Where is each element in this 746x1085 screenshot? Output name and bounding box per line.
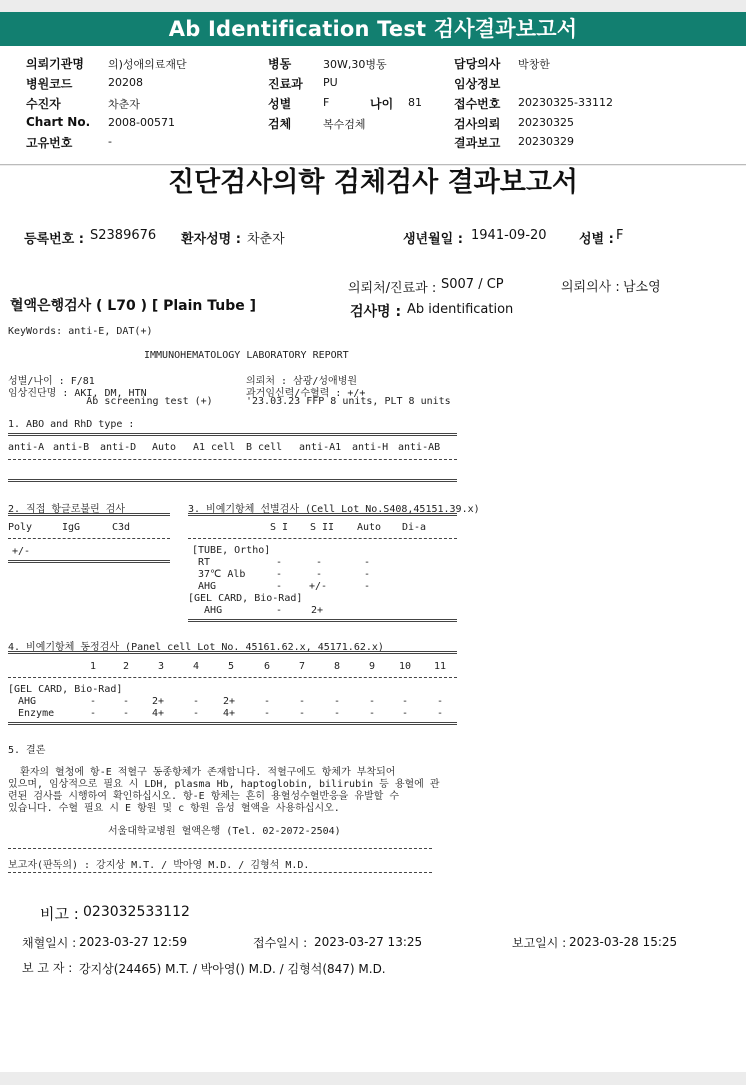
header-value: 20230329 xyxy=(518,135,574,148)
dat-col: Poly xyxy=(8,522,33,533)
lab-report-title: IMMUNOHEMATOLOGY LABORATORY REPORT xyxy=(144,350,349,361)
screen-cell: - xyxy=(364,557,371,568)
header-label: 검사의뢰 xyxy=(454,117,501,131)
reg-no-label: 등록번호 : xyxy=(24,232,84,247)
header-label: 접수번호 xyxy=(454,97,501,111)
header-label: 의뢰기관명 xyxy=(26,57,84,71)
abo-col: B cell xyxy=(246,442,283,453)
header-value: 차춘자 xyxy=(108,98,140,111)
info-right-line: '23.03.23 FFP 8 units, PLT 8 units xyxy=(246,396,451,407)
screen-cell: - xyxy=(276,569,283,580)
dashed-rule xyxy=(8,459,457,460)
conclusion-line: 있으며, 임상적으로 필요 시 LDH, plasma Hb, haptoglobin, bilirubin 등 용혈에 관 xyxy=(8,779,440,790)
remark-label: 비고 : xyxy=(40,905,79,923)
double-rule xyxy=(8,651,457,654)
info-right-line: 과거임신력/수혈력 : +/+ xyxy=(246,388,366,399)
doctor-value: 남소영 xyxy=(623,280,661,295)
dat-result: +/- xyxy=(12,546,31,557)
abo-col: anti-A xyxy=(8,442,45,453)
screen-cell: 2+ xyxy=(311,605,324,616)
collect-value: 2023-03-27 12:59 xyxy=(79,935,188,949)
header-label: 임상정보 xyxy=(454,77,501,91)
header-label: 수진자 xyxy=(26,97,61,111)
header-label: 병원코드 xyxy=(26,77,73,91)
dashed-rule xyxy=(8,872,432,873)
abo-col: anti-D xyxy=(100,442,137,453)
screen-cell: - xyxy=(364,581,371,592)
panel-col: 1 xyxy=(90,661,97,672)
reg-no-value: S2389676 xyxy=(90,228,157,243)
test-group: 혈액은행검사 ( L70 ) [ Plain Tube ] xyxy=(10,298,257,314)
panel-row-name: AHG xyxy=(18,696,37,707)
footer-reporter-value: 강지상(24465) M.T. / 박아영() M.D. / 김형석(847) M.D. xyxy=(79,962,386,976)
info-left-line: 성별/나이 : F/81 xyxy=(8,376,95,387)
patient-name-value: 차춘자 xyxy=(247,232,285,247)
abo-col: anti-A1 xyxy=(299,442,342,453)
double-rule xyxy=(8,722,457,725)
header-label: 진료과 xyxy=(268,77,303,91)
panel-cell: - xyxy=(334,708,341,719)
info-left-line: Ab screening test (+) xyxy=(8,396,213,407)
panel-cell: - xyxy=(334,696,341,707)
double-rule xyxy=(8,513,170,516)
remark-value: 023032533112 xyxy=(83,904,190,920)
keywords: KeyWords: anti-E, DAT(+) xyxy=(8,326,153,337)
panel-cell: - xyxy=(437,708,444,719)
panel-cell: - xyxy=(264,696,271,707)
header-value: F xyxy=(323,96,330,109)
screen-col: Auto xyxy=(357,522,382,533)
doctor-label: 의뢰의사 : xyxy=(561,280,620,295)
report-value: 2023-03-28 15:25 xyxy=(569,935,678,949)
panel-cell: - xyxy=(123,708,130,719)
collect-label: 채혈일시 : xyxy=(22,936,77,950)
header-value: 2008-00571 xyxy=(108,116,175,129)
sex-value: F xyxy=(616,228,624,243)
abo-col: anti-AB xyxy=(398,442,441,453)
dashed-rule xyxy=(8,677,457,678)
section1-title: 1. ABO and RhD type : xyxy=(8,419,135,430)
dat-col: IgG xyxy=(62,522,81,533)
header-label: 성별 xyxy=(268,97,292,111)
double-rule xyxy=(8,560,170,563)
panel-cell: - xyxy=(299,696,306,707)
dat-col: C3d xyxy=(112,522,131,533)
double-rule xyxy=(8,479,457,482)
request-info-header xyxy=(0,46,746,165)
panel-cell: - xyxy=(193,696,200,707)
header-label: 병동 xyxy=(268,57,292,71)
header-label: 담당의사 xyxy=(454,57,501,71)
panel-col: 6 xyxy=(264,661,271,672)
panel-col: 5 xyxy=(228,661,235,672)
header-label: 검체 xyxy=(268,117,292,131)
section5-title: 5. 결론 xyxy=(8,745,46,756)
test-name-value: Ab identification xyxy=(407,302,514,317)
info-right-line: 의뢰처 : 삼광/성애병원 xyxy=(246,376,358,387)
screen-row-name: 37℃ Alb xyxy=(192,569,246,580)
report-label: 보고일시 : xyxy=(512,936,567,950)
header-label: 결과보고 xyxy=(454,136,501,150)
header-value: 박창한 xyxy=(518,58,550,71)
screen-row-name: AHG xyxy=(192,605,223,616)
header-label: Chart No. xyxy=(26,115,91,129)
panel-cell: - xyxy=(369,708,376,719)
result-report-document xyxy=(0,166,746,1072)
screen-row-name: [TUBE, Ortho] xyxy=(192,545,271,556)
screen-col: Di-a xyxy=(402,522,427,533)
panel-cell: - xyxy=(402,708,409,719)
test-name-label: 검사명 : xyxy=(350,304,402,320)
panel-cell: 4+ xyxy=(223,708,236,719)
screen-cell: - xyxy=(276,557,283,568)
patient-name-label: 환자성명 : xyxy=(181,232,241,247)
dashed-rule xyxy=(8,848,432,849)
panel-cell: - xyxy=(369,696,376,707)
info-left-line: 임상진단명 : AKI, DM, HTN xyxy=(8,388,147,399)
double-rule xyxy=(8,433,457,436)
dashed-rule xyxy=(188,538,457,539)
header-value: - xyxy=(108,135,112,148)
panel-cell: - xyxy=(402,696,409,707)
receive-label: 접수일시 : xyxy=(253,936,308,950)
dept-label: 의뢰처/진료과 : xyxy=(348,281,437,296)
double-rule xyxy=(188,513,457,516)
screen-row-name: [GEL CARD, Bio-Rad] xyxy=(188,593,303,604)
double-rule xyxy=(188,619,457,622)
screen-cell: - xyxy=(316,557,323,568)
panel-group: [GEL CARD, Bio-Rad] xyxy=(8,684,123,695)
panel-col: 9 xyxy=(369,661,376,672)
receive-value: 2023-03-27 13:25 xyxy=(314,935,423,949)
section4-title: 4. 비예기항체 동정검사 (Panel cell Lot No. 45161.62.x, 45171.62.x) xyxy=(8,642,384,653)
conclusion-line: 련된 검사를 시행하여 확인하십시오. 항-E 항체는 흔히 용혈성수혈반응을 유발할 수 xyxy=(8,791,400,802)
panel-cell: - xyxy=(123,696,130,707)
screen-row-name: AHG xyxy=(192,581,217,592)
panel-cell: - xyxy=(90,708,97,719)
panel-col: 3 xyxy=(158,661,165,672)
panel-col: 10 xyxy=(399,661,412,672)
abo-col: A1 cell xyxy=(193,442,236,453)
panel-cell: - xyxy=(193,708,200,719)
dashed-rule xyxy=(8,538,170,539)
panel-col: 8 xyxy=(334,661,341,672)
abo-col: anti-H xyxy=(352,442,389,453)
footer-reporter-label: 보 고 자 : xyxy=(22,961,73,975)
reporter-line: 보고자(판독의) : 강지상 M.T. / 박아영 M.D. / 김형석 M.D. xyxy=(8,860,310,871)
header-label: 고유번호 xyxy=(26,136,73,150)
screen-cell: - xyxy=(316,569,323,580)
header-value: 30W,30병동 xyxy=(323,58,387,71)
header-value: 20230325 xyxy=(518,116,574,129)
sex-label: 성별 : xyxy=(579,232,614,247)
panel-cell: - xyxy=(264,708,271,719)
section3-title: 3. 비예기항체 선별검사 (Cell Lot No.S408,45151.39.x) xyxy=(188,504,480,515)
panel-cell: - xyxy=(299,708,306,719)
header-value: PU xyxy=(323,76,338,89)
abo-col: anti-B xyxy=(53,442,90,453)
panel-cell: - xyxy=(437,696,444,707)
screen-cell: +/- xyxy=(309,581,328,592)
panel-col: 4 xyxy=(193,661,200,672)
dept-value: S007 / CP xyxy=(441,277,504,292)
document-title: 진단검사의학 검체검사 결과보고서 xyxy=(167,167,579,198)
panel-col: 7 xyxy=(299,661,306,672)
screen-col: S II xyxy=(310,522,335,533)
screen-cell: - xyxy=(276,581,283,592)
screen-cell: - xyxy=(364,569,371,580)
header-value: 20230325-33112 xyxy=(518,96,613,109)
panel-cell: - xyxy=(90,696,97,707)
conclusion-line: 있습니다. 수혈 필요 시 E 항원 및 c 항원 음성 혈액을 사용하십시오. xyxy=(8,803,340,814)
screen-row-name: RT xyxy=(192,557,211,568)
conclusion-line: 환자의 혈청에 항-E 적혈구 동종항체가 존재합니다. 적혈구에도 항체가 부착되어 xyxy=(8,767,396,778)
panel-row-name: Enzyme xyxy=(18,708,55,719)
abo-col: Auto xyxy=(152,442,177,453)
section2-title: 2. 직접 항글로불린 검사 xyxy=(8,504,126,515)
age-label: 나이 xyxy=(370,97,394,111)
panel-col: 11 xyxy=(434,661,447,672)
dob-value: 1941-09-20 xyxy=(471,228,547,243)
dob-label: 생년월일 : xyxy=(403,232,463,247)
panel-cell: 4+ xyxy=(152,708,165,719)
panel-cell: 2+ xyxy=(223,696,236,707)
panel-cell: 2+ xyxy=(152,696,165,707)
hospital-contact: 서울대학교병원 혈액은행 (Tel. 02-2072-2504) xyxy=(108,826,341,837)
header-value: 복수검체 xyxy=(323,118,366,131)
screen-cell: - xyxy=(276,605,283,616)
header-value: 20208 xyxy=(108,76,143,89)
panel-col: 2 xyxy=(123,661,130,672)
header-value: 의)성애의료재단 xyxy=(108,58,187,71)
screen-col: S I xyxy=(270,522,289,533)
age-value: 81 xyxy=(408,96,422,109)
report-banner-title: Ab Identification Test 검사결과보고서 xyxy=(0,12,746,46)
